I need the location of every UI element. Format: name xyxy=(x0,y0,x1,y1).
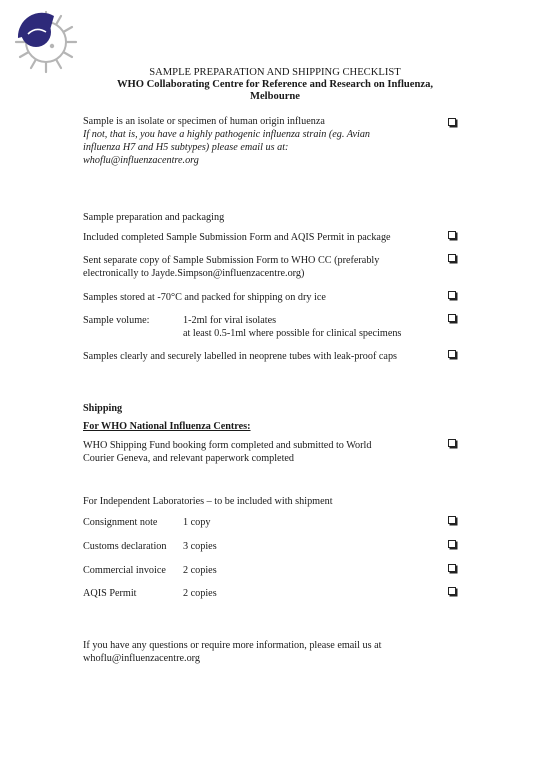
footer-text: If you have any questions or require more information, please email us at xyxy=(83,640,382,651)
prep-item-volume-label: Sample volume: xyxy=(83,315,150,326)
checkbox-human-origin[interactable] xyxy=(448,118,456,126)
nic-item-line1: WHO Shipping Fund booking form completed and submitted to World xyxy=(83,440,372,451)
prep-heading: Sample preparation and packaging xyxy=(83,212,225,223)
doc-copies-invoice: 2 copies xyxy=(183,565,217,576)
doc-name-aqis: AQIS Permit xyxy=(83,588,137,599)
checkbox-volume[interactable] xyxy=(448,314,456,322)
doc-name-customs: Customs declaration xyxy=(83,541,167,552)
prep-item-separate-copy-line2: electronically to Jayde.Simpson@influenzacentre.org) xyxy=(83,268,305,279)
doc-copies-customs: 3 copies xyxy=(183,541,217,552)
checkbox-nic-booking[interactable] xyxy=(448,439,456,447)
checkbox-customs-declaration[interactable] xyxy=(448,540,456,548)
checkbox-commercial-invoice[interactable] xyxy=(448,564,456,572)
checkbox-storage[interactable] xyxy=(448,291,456,299)
intro-email-link[interactable]: whoflu@influenzacentre.org xyxy=(83,155,199,166)
checkbox-consignment-note[interactable] xyxy=(448,516,456,524)
intro-note-line2: influenza H7 and H5 subtypes) please email us at: xyxy=(83,142,289,153)
shipping-heading: Shipping xyxy=(83,403,123,414)
footer-email-link[interactable]: whoflu@influenzacentre.org xyxy=(83,653,200,664)
nic-subheading: For WHO National Influenza Centres: xyxy=(83,421,251,432)
prep-item-storage: Samples stored at -70°C and packed for shipping on dry ice xyxy=(83,292,326,303)
nic-item-line2: Courier Geneva, and relevant paperwork completed xyxy=(83,453,295,464)
checkbox-separate-copy[interactable] xyxy=(448,254,456,262)
intro-note-line1: If not, that is, you have a highly pathogenic influenza strain (eg. Avian xyxy=(83,129,371,140)
prep-item-submission-form: Included completed Sample Submission Form and AQIS Permit in package xyxy=(83,232,391,243)
checkbox-aqis-permit[interactable] xyxy=(448,587,456,595)
indep-heading: For Independent Laboratories – to be included with shipment xyxy=(83,496,333,507)
prep-item-labelling: Samples clearly and securely labelled in neoprene tubes with leak-proof caps xyxy=(83,351,397,362)
prep-item-volume-clinical: at least 0.5-1ml where possible for clinical specimens xyxy=(183,328,402,339)
intro-origin-text: Sample is an isolate or specimen of human origin influenza xyxy=(83,116,325,127)
org-name-line1: WHO Collaborating Centre for Reference and Research on Influenza, xyxy=(116,79,434,90)
org-name-line2: Melbourne xyxy=(249,91,301,102)
prep-item-separate-copy-line1: Sent separate copy of Sample Submission Form to WHO CC (preferably xyxy=(83,255,380,266)
doc-name-invoice: Commercial invoice xyxy=(83,565,166,576)
prep-item-volume-isolates: 1-2ml for viral isolates xyxy=(183,315,277,326)
doc-copies-consignment: 1 copy xyxy=(183,517,211,528)
page-title: SAMPLE PREPARATION AND SHIPPING CHECKLIST xyxy=(149,67,401,78)
checkbox-submission-form[interactable] xyxy=(448,231,456,239)
virus-logo-icon xyxy=(14,10,78,74)
doc-copies-aqis: 2 copies xyxy=(183,588,217,599)
doc-name-consignment: Consignment note xyxy=(83,517,158,528)
checkbox-labelling[interactable] xyxy=(448,350,456,358)
